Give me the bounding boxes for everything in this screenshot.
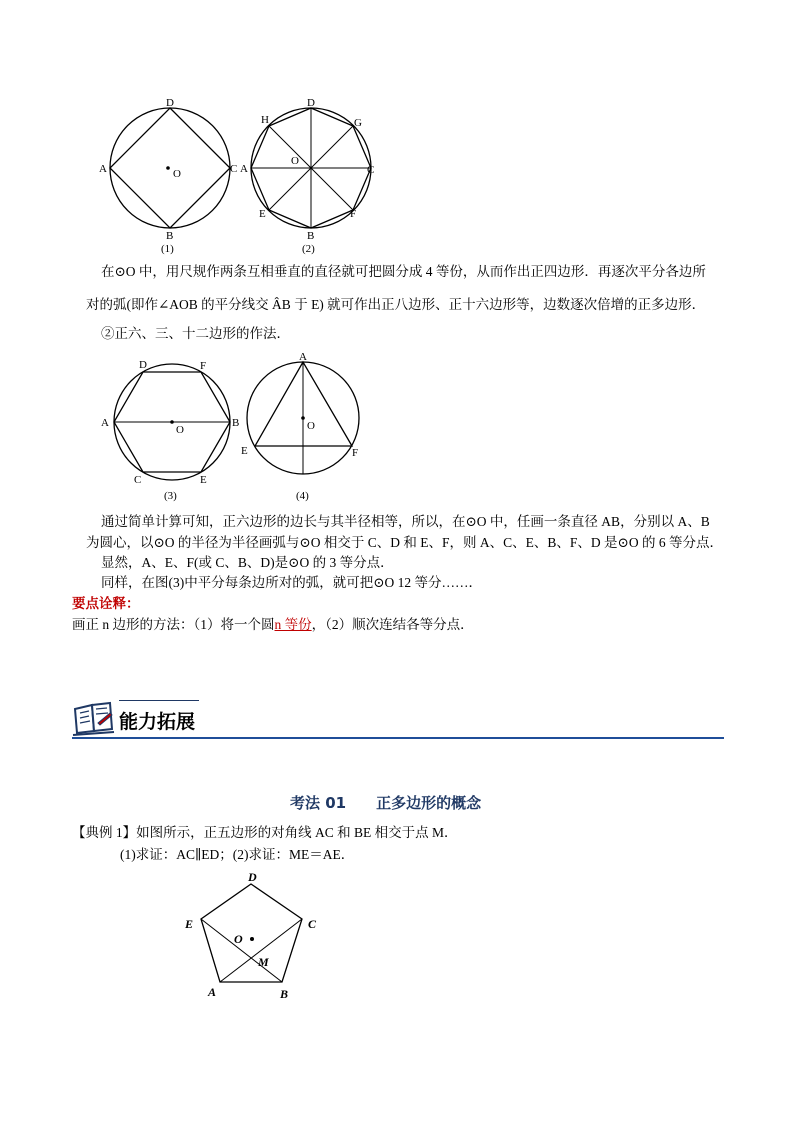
fig3-label-A: A bbox=[101, 417, 109, 429]
pentagon-label-O: O bbox=[234, 932, 243, 946]
fig2-label-H: H bbox=[261, 114, 269, 126]
fig4-label-F: F bbox=[352, 447, 359, 459]
fig2-label-B: B bbox=[307, 230, 315, 242]
fig3-label-F: F bbox=[200, 360, 207, 372]
fig2-label-C: C bbox=[367, 164, 375, 176]
fig1-label-B: B bbox=[166, 230, 174, 242]
fig3-label-C: C bbox=[134, 474, 142, 486]
fig3-label-B: B bbox=[232, 417, 240, 429]
fig4-label-O: O bbox=[307, 420, 315, 432]
book-icon bbox=[72, 699, 116, 737]
fig1-label-O: O bbox=[173, 168, 181, 180]
paragraph-2: ②正六、三、十二边形的作法． bbox=[101, 326, 290, 341]
pentagon-label-A: A bbox=[208, 985, 217, 999]
kaofa-label: 考法 01 bbox=[290, 794, 347, 812]
pentagon-label-E: E bbox=[185, 917, 194, 931]
fig4-caption: (4) bbox=[296, 490, 309, 502]
paragraph-1-line-1: 在⊙O 中，用尺规作两条互相垂直的直径就可把圆分成 4 等份，从而作出正四边形．再逐次平分各边所 bbox=[101, 264, 706, 279]
section-header bbox=[72, 695, 724, 741]
fig2-label-A: A bbox=[240, 163, 248, 175]
fig1-caption: (1) bbox=[161, 243, 174, 255]
key-points-post: ，（2）顺次连结各等分点． bbox=[311, 617, 474, 632]
key-points-title: 要点诠释： bbox=[72, 596, 140, 611]
key-points-text bbox=[72, 615, 474, 635]
paragraph-3-line-1: 通过简单计算可知，正六边形的边长与其半径相等，所以，在⊙O 中，任画一条直径 AB，分别以 A、B bbox=[101, 514, 710, 529]
fig4-label-A: A bbox=[299, 351, 307, 363]
kaofa-heading bbox=[290, 792, 481, 813]
fig2-caption: (2) bbox=[302, 243, 315, 255]
pentagon-label-M: M bbox=[258, 955, 269, 969]
fig2-label-G: G bbox=[354, 117, 362, 129]
figure-3-hexagon-in-circle bbox=[95, 355, 250, 510]
figure-4-triangle-in-circle bbox=[235, 350, 375, 505]
paragraph-4: 显然，A、E、F(或 C、B、D)是⊙O 的 3 等分点． bbox=[101, 555, 394, 570]
fig1-label-C: C bbox=[230, 163, 238, 175]
section-title: 能力拓展 bbox=[119, 711, 196, 733]
fig2-label-O: O bbox=[291, 155, 299, 167]
key-points-pre: 画正 n 边形的方法：（1）将一个圆 bbox=[72, 617, 275, 632]
fig3-caption: (3) bbox=[164, 490, 177, 502]
example-line-2: (1)求证：AC∥ED；(2)求证：ME＝AE． bbox=[120, 847, 355, 862]
paragraph-5: 同样，在图(3)中平分每条边所对的弧，就可把⊙O 12 等分……． bbox=[101, 575, 483, 590]
fig4-label-E: E bbox=[241, 445, 248, 457]
figure-pentagon bbox=[180, 868, 330, 1003]
figure-1-square-in-circle bbox=[95, 95, 245, 260]
section-title-overline bbox=[119, 700, 199, 701]
fig3-label-D: D bbox=[139, 359, 147, 371]
fig1-label-A: A bbox=[99, 163, 107, 175]
kaofa-title: 正多边形的概念 bbox=[376, 794, 482, 812]
pentagon-label-D: D bbox=[248, 870, 257, 884]
pentagon-label-B: B bbox=[280, 987, 289, 1001]
figure-2-octagon-in-circle bbox=[232, 95, 387, 260]
fig2-label-D: D bbox=[307, 97, 315, 109]
fig1-label-D: D bbox=[166, 97, 174, 109]
paragraph-1-line-2: 对的弧(即作∠AOB 的平分线交 ÂB 于 E) 就可作出正八边形、正十六边形等，边数逐次倍增的正多边形． bbox=[86, 297, 706, 312]
fig2-label-E: E bbox=[259, 208, 266, 220]
paragraph-3-line-2: 为圆心，以⊙O 的半径为半径画弧与⊙O 相交于 C、D 和 E、F，则 A、C、E、B、F、D 是⊙O 的 6 等分点． bbox=[86, 535, 723, 550]
pentagon-label-C: C bbox=[308, 917, 317, 931]
fig2-label-F: F bbox=[350, 208, 357, 220]
fig3-label-E: E bbox=[200, 474, 207, 486]
fig3-label-O: O bbox=[176, 424, 184, 436]
section-divider bbox=[72, 737, 724, 739]
example-line-1: 【典例 1】如图所示，正五边形的对角线 AC 和 BE 相交于点 M． bbox=[72, 825, 458, 840]
key-points-underlined: n 等份 bbox=[274, 617, 312, 632]
